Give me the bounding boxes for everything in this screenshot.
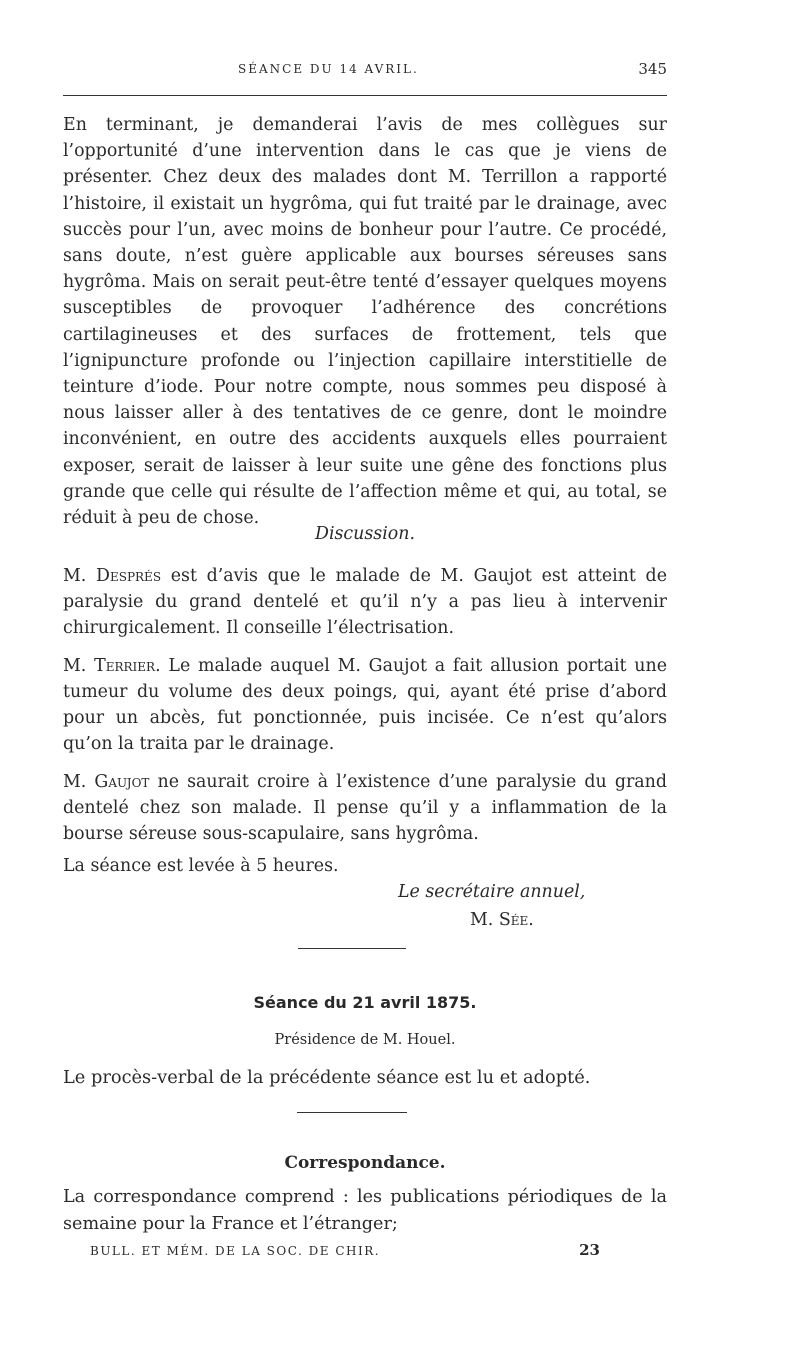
signature-mark: 23 <box>579 1241 600 1259</box>
closing-text: La séance est levée à 5 heures. <box>63 856 339 876</box>
journal-name: BULL. ET MÉM. DE LA SOC. DE CHIR. <box>90 1244 381 1258</box>
discussion-title: Discussion. <box>315 524 415 544</box>
signature-name-text: M. Sée. <box>470 910 534 930</box>
correspondance-text: La correspondance comprend : les publications périodiques de la semaine pour la France et l’étranger; <box>63 1187 667 1234</box>
presidence-line <box>63 1027 667 1053</box>
minutes-text: Le procès-verbal de la précédente séance est lu et adopté. <box>63 1067 591 1088</box>
remark-text: Le malade auquel M. Gaujot a fait allusion portait une tumeur du volume des deux poings, qui, ayant été prise d’abord pour un abcès, fut ponctionnée, puis incisée. Ce n’est qu’alors qu’on la traita par le drainage. <box>63 656 668 754</box>
page-footer <box>90 1241 650 1259</box>
terrier-remark <box>63 653 667 757</box>
closing-line <box>63 853 667 879</box>
running-head <box>63 62 667 82</box>
minutes-line <box>63 1065 667 1091</box>
session-title: Séance du 21 avril 1875. <box>253 993 477 1012</box>
signature-role-text: Le secrétaire annuel, <box>398 882 586 902</box>
speaker-name: M. Gaujot <box>63 772 150 792</box>
despres-remark <box>63 563 667 641</box>
correspondance-paragraph <box>63 1184 667 1238</box>
running-title: SÉANCE DU 14 AVRIL. <box>238 62 419 76</box>
header-rule <box>63 95 667 96</box>
gaujot-remark <box>63 769 667 847</box>
remark-text: ne saurait croire à l’existence d’une paralysie du grand dentelé chez son malade. Il pense qu’il y a inflammation de la bourse séreuse sous-scapulaire, sans hygrôma. <box>63 772 667 844</box>
section-rule <box>298 948 406 949</box>
discussion-heading <box>63 521 667 547</box>
paragraph-text: En terminant, je demanderai l’avis de mes collègues sur l’opportunité d’une intervention dans le cas que je viens de présenter. Chez deux des malades dont M. Terrillon a rapporté l’histoire, il existait un hygrôma, qui fut traité par le drainage, avec succès pour l’un, avec moins de bonheur pour l’autre. Ce procédé, sans doute, n’est guère applicable aux bourses séreuses sans hygrôma. Mais on serait peut-être tenté d’essayer quelques moyens susceptibles de provoquer l’adhérence des concrétions cartilagineuses et des surfaces de frottement, tels que l’ignipuncture profonde ou l’injection capillaire interstitielle de teinture d’iode. Pour notre compte, nous sommes peu disposé à nous laisser aller à des tentatives de ce genre, dont le moindre inconvénient, en outre des accidents auxquels elles pourraient exposer, serait de laisser à leur suite une gêne des fonctions plus grande que celle qui résulte de l’affection même et qui, au total, se réduit à peu de chose. <box>63 115 667 529</box>
signature-name <box>470 907 670 933</box>
speaker-name: M. Terrier. <box>63 656 161 676</box>
correspondance-heading <box>63 1150 667 1176</box>
document-page <box>63 62 667 82</box>
signature-role <box>398 879 658 905</box>
page-number: 345 <box>638 60 667 78</box>
correspondance-title: Correspondance. <box>284 1153 446 1173</box>
speaker-name: M. Després <box>63 566 162 586</box>
section-rule-2 <box>297 1112 407 1113</box>
presidence-text: Présidence de M. Houel. <box>274 1032 456 1048</box>
opening-paragraph <box>63 112 667 531</box>
session-heading <box>63 990 667 1016</box>
remark-text: est d’avis que le malade de M. Gaujot est atteint de paralysie du grand dentelé et qu’il n’y a pas lieu à intervenir chirurgicalement. Il conseille l’électrisation. <box>63 566 667 638</box>
